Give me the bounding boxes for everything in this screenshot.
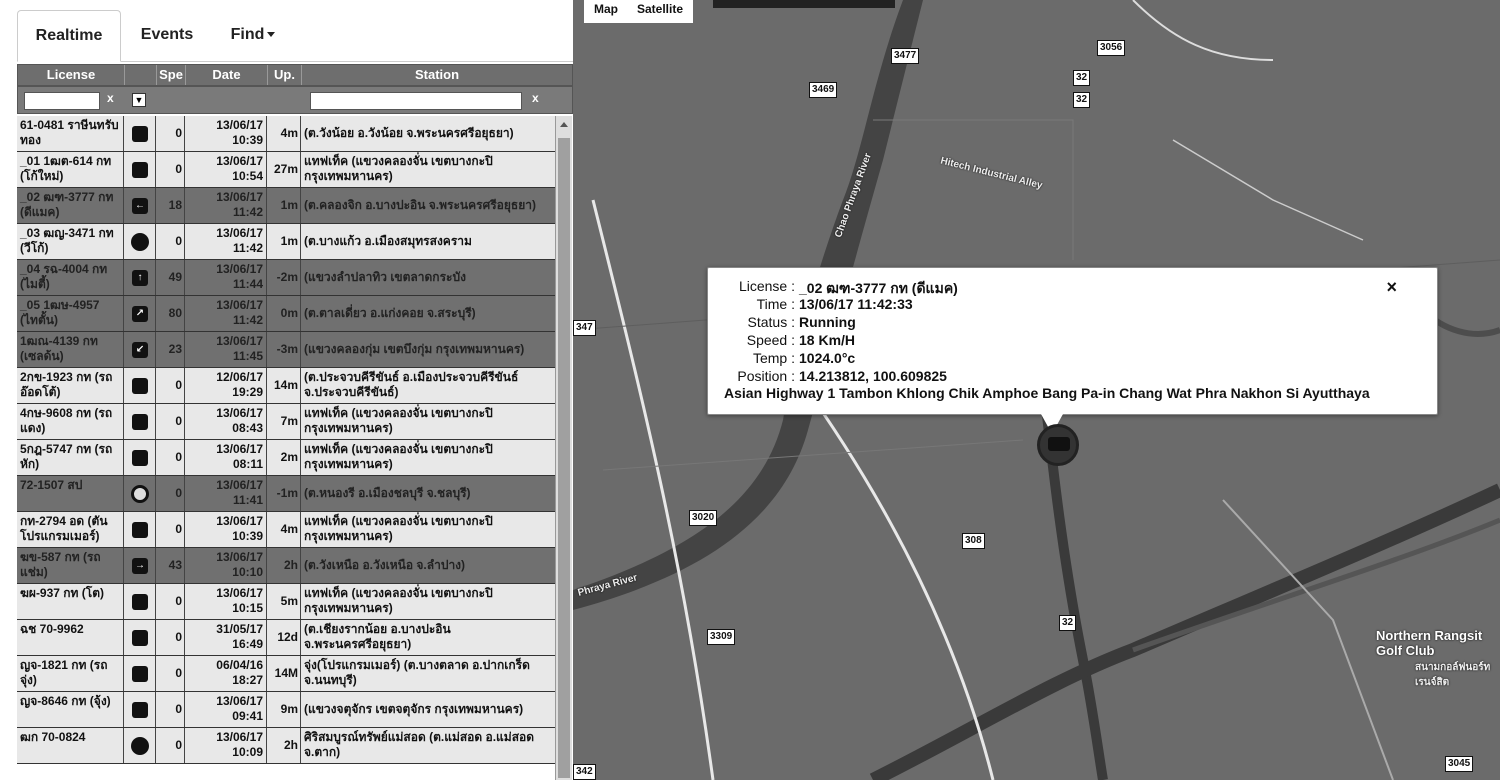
route-shield: 3477 bbox=[891, 48, 919, 64]
cell-updated: 1m bbox=[267, 224, 301, 259]
cell-updated: 2h bbox=[267, 548, 301, 583]
table-row[interactable] bbox=[17, 224, 555, 260]
cell-license: 2กข-1923 กท (รถอ๊อดโต้) bbox=[17, 368, 124, 403]
cell-date-day: 31/05/17 bbox=[216, 622, 263, 636]
map-label-hitech: Hitech Industrial Alley bbox=[939, 155, 1044, 192]
cell-date-day: 13/06/17 bbox=[216, 730, 263, 744]
map-view[interactable] bbox=[573, 0, 1500, 780]
caret-down-icon bbox=[267, 32, 275, 37]
popup-license-value: _02 ฒฑ-3777 กท (ดีแมค) bbox=[799, 280, 958, 296]
popup-speed-label: Speed : bbox=[746, 332, 795, 348]
cell-status-icon bbox=[124, 692, 156, 727]
stop-icon bbox=[132, 522, 148, 538]
route-shield: 32 bbox=[1073, 92, 1090, 108]
popup-time-label: Time : bbox=[756, 296, 795, 312]
route-shield: 308 bbox=[962, 533, 985, 549]
tab-find[interactable] bbox=[227, 10, 279, 62]
cell-date-time: 11:41 bbox=[232, 493, 263, 507]
cell-speed: 80 bbox=[156, 296, 185, 331]
cell-date bbox=[185, 440, 267, 475]
route-shield: 3309 bbox=[707, 629, 735, 645]
cell-date-time: 10:39 bbox=[232, 529, 263, 543]
cell-license: กท-2794 อด (ตัน โปรแกรมเมอร์) bbox=[17, 512, 124, 547]
cell-license: _03 ฒญ-3471 กท (วีโก้) bbox=[17, 224, 124, 259]
cell-date-time: 09:41 bbox=[232, 709, 263, 723]
map-type-satellite-button[interactable]: Satellite bbox=[627, 0, 693, 23]
route-shield: 32 bbox=[1059, 615, 1076, 631]
table-row[interactable] bbox=[17, 404, 555, 440]
cell-date-day: 12/06/17 bbox=[216, 370, 263, 384]
cell-date-time: 10:09 bbox=[232, 745, 263, 759]
cell-station: แทฟเท็ค (แขวงคลองจั่น เขตบางกะปิ กรุงเทพมหานคร) bbox=[304, 406, 493, 435]
table-row[interactable] bbox=[17, 368, 555, 404]
circle-icon bbox=[131, 233, 149, 251]
cell-status-icon bbox=[124, 728, 156, 763]
cell-date-day: 06/04/16 bbox=[216, 658, 263, 672]
circle-icon bbox=[131, 737, 149, 755]
map-label-golf-club-thai: สนามกอล์ฟนอร์ท เรนจ์สิต bbox=[1415, 662, 1491, 688]
cell-station: แทฟเท็ค (แขวงคลองจั่น เขตบางกะปิ กรุงเทพมหานคร) bbox=[304, 514, 493, 543]
arrow-sw-icon: ↙ bbox=[132, 342, 148, 358]
cell-updated: 0m bbox=[267, 296, 301, 331]
route-shield: 342 bbox=[573, 764, 596, 780]
cell-date-day: 13/06/17 bbox=[216, 514, 263, 528]
grid-header bbox=[17, 64, 573, 86]
cell-station: แทฟเท็ค (แขวงคลองจั่น เขตบางกะปิ กรุงเทพมหานคร) bbox=[304, 442, 493, 471]
cell-date-time: 10:15 bbox=[232, 601, 263, 615]
popup-position-value: 14.213812, 100.609825 bbox=[799, 368, 947, 384]
station-filter-clear[interactable]: x bbox=[532, 91, 539, 105]
cell-date-day: 13/06/17 bbox=[216, 154, 263, 168]
route-shield: 3045 bbox=[1445, 756, 1473, 772]
cell-speed: 18 bbox=[156, 188, 185, 223]
cell-updated: 2h bbox=[267, 728, 301, 763]
stop-icon bbox=[132, 666, 148, 682]
route-shield: 347 bbox=[573, 320, 596, 336]
cell-date bbox=[185, 332, 267, 367]
cell-date-time: 16:49 bbox=[232, 637, 263, 651]
cell-updated: 12d bbox=[267, 620, 301, 655]
route-shield: 3056 bbox=[1097, 40, 1125, 56]
cell-updated: -2m bbox=[267, 260, 301, 295]
arrow-up-icon: ↑ bbox=[132, 270, 148, 286]
cell-speed: 0 bbox=[156, 152, 185, 187]
cell-date-day: 13/06/17 bbox=[216, 478, 263, 492]
stop-icon bbox=[132, 126, 148, 142]
cell-status-icon bbox=[124, 548, 156, 583]
popup-time-value: 13/06/17 11:42:33 bbox=[799, 296, 913, 312]
column-date[interactable]: Date bbox=[186, 65, 268, 85]
cell-updated: 27m bbox=[267, 152, 301, 187]
cell-speed: 0 bbox=[156, 368, 185, 403]
cell-date-time: 08:11 bbox=[232, 457, 263, 471]
cell-date-day: 13/06/17 bbox=[216, 550, 263, 564]
cell-status-icon bbox=[124, 188, 156, 223]
cell-date-day: 13/06/17 bbox=[216, 694, 263, 708]
cell-updated: 14m bbox=[267, 368, 301, 403]
table-row[interactable] bbox=[17, 692, 555, 728]
column-speed[interactable]: Spe bbox=[157, 65, 186, 85]
popup-license-label: License : bbox=[738, 278, 795, 294]
table-row[interactable] bbox=[17, 296, 555, 332]
license-filter-clear[interactable]: x bbox=[107, 91, 114, 105]
cell-license: 61-0481 ราษีนทรับทอง bbox=[17, 116, 124, 151]
route-shield: 3020 bbox=[689, 510, 717, 526]
table-row[interactable] bbox=[17, 476, 555, 512]
table-row[interactable] bbox=[17, 188, 555, 224]
grid-scrollbar[interactable] bbox=[555, 116, 572, 780]
cell-date-time: 11:42 bbox=[232, 313, 263, 327]
cell-date-day: 13/06/17 bbox=[216, 118, 263, 132]
vehicle-marker[interactable] bbox=[1037, 424, 1079, 466]
scroll-thumb[interactable] bbox=[558, 138, 570, 778]
cell-license: ญจ-8646 กท (จุ้ง) bbox=[17, 692, 124, 727]
cell-date bbox=[185, 728, 267, 763]
cell-updated: 1m bbox=[267, 188, 301, 223]
cell-speed: 0 bbox=[156, 656, 185, 691]
cell-station: จุ่ง(โปรแกรมเมอร์) (ต.บางตลาด อ.ปากเกร็ด จ.นนทบุรี) bbox=[304, 658, 530, 687]
cell-speed: 23 bbox=[156, 332, 185, 367]
cell-license: ฒก 70-0824 bbox=[17, 728, 124, 763]
cell-updated: 5m bbox=[267, 584, 301, 619]
cell-station: (แขวงคลองกุ่ม เขตบึงกุ่ม กรุงเทพมหานคร) bbox=[304, 342, 525, 356]
popup-status-value: Running bbox=[799, 314, 856, 330]
cell-license: _05 1ฒษ-4957 (ไทตั้น) bbox=[17, 296, 124, 331]
cell-date bbox=[185, 116, 267, 151]
cell-updated: 2m bbox=[267, 440, 301, 475]
cell-status-icon bbox=[124, 224, 156, 259]
table-row[interactable] bbox=[17, 116, 555, 152]
map-label-river-south: Phraya River bbox=[576, 572, 639, 599]
cell-license: 1ฒณ-4139 กท (เซลด้น) bbox=[17, 332, 124, 367]
cell-status-icon bbox=[124, 584, 156, 619]
cell-date-time: 19:29 bbox=[232, 385, 263, 399]
column-icon bbox=[125, 65, 157, 85]
cell-speed: 0 bbox=[156, 692, 185, 727]
cell-date-time: 11:42 bbox=[232, 205, 263, 219]
table-row[interactable] bbox=[17, 440, 555, 476]
vehicle-panel bbox=[0, 0, 573, 780]
cell-speed: 49 bbox=[156, 260, 185, 295]
cell-date-day: 13/06/17 bbox=[216, 442, 263, 456]
cell-station: แทฟเท็ค (แขวงคลองจั่น เขตบางกะปิ กรุงเทพมหานคร) bbox=[304, 154, 493, 183]
cell-speed: 0 bbox=[156, 404, 185, 439]
table-row[interactable] bbox=[17, 332, 555, 368]
cell-station: แทฟเท็ค (แขวงคลองจั่น เขตบางกะปิ กรุงเทพมหานคร) bbox=[304, 586, 493, 615]
column-station[interactable]: Station bbox=[414, 67, 460, 82]
table-row[interactable] bbox=[17, 548, 555, 584]
cell-license: _04 รฉ-4004 กท (ไมตี้) bbox=[17, 260, 124, 295]
cell-updated: 9m bbox=[267, 692, 301, 727]
cell-date-time: 11:44 bbox=[232, 277, 263, 291]
filter-row bbox=[17, 86, 573, 114]
cell-date bbox=[185, 224, 267, 259]
cell-speed: 0 bbox=[156, 512, 185, 547]
cell-date-time: 10:54 bbox=[232, 169, 263, 183]
stop-icon bbox=[132, 414, 148, 430]
cell-date-time: 18:27 bbox=[232, 673, 263, 687]
gear-icon bbox=[131, 485, 149, 503]
cell-speed: 0 bbox=[156, 584, 185, 619]
tab-realtime[interactable]: Realtime bbox=[17, 10, 121, 62]
cell-station: (ต.ตาลเดี่ยว อ.แก่งคอย จ.สระบุรี) bbox=[304, 306, 476, 320]
popup-temp-label: Temp : bbox=[752, 350, 795, 366]
cell-date-day: 13/06/17 bbox=[216, 298, 263, 312]
cell-date bbox=[185, 692, 267, 727]
cell-date bbox=[185, 620, 267, 655]
station-filter-input[interactable] bbox=[310, 92, 522, 110]
table-row[interactable] bbox=[17, 584, 555, 620]
cell-status-icon bbox=[124, 152, 156, 187]
cell-status-icon bbox=[124, 296, 156, 331]
cell-station: (ต.วังน้อย อ.วังน้อย จ.พระนครศรีอยุธยา) bbox=[304, 126, 514, 140]
cell-status-icon bbox=[124, 368, 156, 403]
map-label-river-north: Chao Phraya River bbox=[833, 151, 874, 240]
arrow-left-icon: ← bbox=[132, 198, 148, 214]
cell-status-icon bbox=[124, 620, 156, 655]
vehicle-info-popup bbox=[707, 267, 1438, 415]
cell-license: _01 1ฒต-614 กท (โก้ใหม่) bbox=[17, 152, 124, 187]
cell-date-time: 10:39 bbox=[232, 133, 263, 147]
stop-icon bbox=[132, 378, 148, 394]
cell-license: 5กฎ-5747 กท (รถหัก) bbox=[17, 440, 124, 475]
cell-status-icon bbox=[124, 404, 156, 439]
cell-date bbox=[185, 476, 267, 511]
close-icon[interactable]: × bbox=[1386, 277, 1397, 297]
stop-icon bbox=[132, 162, 148, 178]
route-shield: 32 bbox=[1073, 70, 1090, 86]
tab-events[interactable]: Events bbox=[140, 26, 194, 43]
cell-date bbox=[185, 548, 267, 583]
cell-date bbox=[185, 404, 267, 439]
popup-address: Asian Highway 1 Tambon Khlong Chik Amphoe Bang Pa-in Chang Wat Phra Nakhon Si Ayutthaya bbox=[724, 385, 1370, 401]
cell-speed: 0 bbox=[156, 620, 185, 655]
scroll-up-icon[interactable] bbox=[560, 122, 568, 127]
map-toolbar[interactable] bbox=[713, 0, 895, 8]
cell-station: (ต.หนองรี อ.เมืองชลบุรี จ.ชลบุรี) bbox=[304, 486, 471, 500]
car-icon bbox=[1048, 437, 1070, 451]
table-row[interactable] bbox=[17, 260, 555, 296]
stop-icon bbox=[132, 630, 148, 646]
cell-date-time: 11:45 bbox=[232, 349, 263, 363]
arrow-ne-icon: ↗ bbox=[132, 306, 148, 322]
cell-station: (ต.คลองจิก อ.บางปะอิน จ.พระนครศรีอยุธยา) bbox=[304, 198, 536, 212]
cell-speed: 0 bbox=[156, 440, 185, 475]
cell-speed: 0 bbox=[156, 476, 185, 511]
cell-status-icon bbox=[124, 656, 156, 691]
cell-license: ฆผ-937 กท (โต) bbox=[17, 584, 124, 619]
stop-icon bbox=[132, 594, 148, 610]
cell-updated: 14M bbox=[267, 656, 301, 691]
map-label-golf-club: Northern Rangsit Golf Club bbox=[1376, 628, 1483, 658]
cell-date-time: 10:10 bbox=[232, 565, 263, 579]
cell-date bbox=[185, 296, 267, 331]
cell-date-day: 13/06/17 bbox=[216, 226, 263, 240]
stop-icon bbox=[132, 450, 148, 466]
cell-date-day: 13/06/17 bbox=[216, 334, 263, 348]
icon-filter-select[interactable]: ▼ bbox=[132, 93, 146, 107]
cell-date bbox=[185, 656, 267, 691]
cell-date bbox=[185, 512, 267, 547]
popup-temp-value: 1024.0°c bbox=[799, 350, 856, 366]
cell-station: ศิริสมบูรณ์ทรัพย์แม่สอด (ต.แม่สอด อ.แม่สอด จ.ตาก) bbox=[304, 730, 535, 759]
cell-station: (ต.บางแก้ว อ.เมืองสมุทรสงคราม bbox=[304, 234, 472, 248]
cell-speed: 0 bbox=[156, 728, 185, 763]
cell-license: 4กษ-9608 กท (รถแดง) bbox=[17, 404, 124, 439]
popup-speed-value: 18 Km/H bbox=[799, 332, 856, 348]
column-license[interactable]: License bbox=[18, 65, 125, 85]
cell-date-day: 13/06/17 bbox=[216, 586, 263, 600]
cell-date bbox=[185, 188, 267, 223]
cell-updated: 4m bbox=[267, 116, 301, 151]
cell-license: ญจ-1821 กท (รถจุ่ง) bbox=[17, 656, 124, 691]
cell-license: 72-1507 สป bbox=[17, 476, 124, 511]
cell-date-day: 13/06/17 bbox=[216, 406, 263, 420]
cell-status-icon bbox=[124, 476, 156, 511]
cell-date bbox=[185, 584, 267, 619]
cell-status-icon bbox=[124, 116, 156, 151]
map-type-map-button[interactable]: Map bbox=[584, 0, 629, 23]
table-row[interactable] bbox=[17, 656, 555, 692]
table-row[interactable] bbox=[17, 512, 555, 548]
cell-status-icon bbox=[124, 440, 156, 475]
cell-station: (แขวงลำปลาทิว เขตลาดกระบัง bbox=[304, 270, 466, 284]
cell-station: (ต.เชียงรากน้อย อ.บางปะอิน จ.พระนครศรีอยุธยา) bbox=[304, 622, 451, 651]
route-shield: 3469 bbox=[809, 82, 837, 98]
cell-date bbox=[185, 152, 267, 187]
cell-updated: -1m bbox=[267, 476, 301, 511]
cell-license: ฉช 70-9962 bbox=[17, 620, 124, 655]
license-filter-input[interactable] bbox=[24, 92, 100, 110]
cell-station: (แขวงจตุจักร เขตจตุจักร กรุงเทพมหานคร) bbox=[304, 702, 524, 716]
cell-date-day: 13/06/17 bbox=[216, 190, 263, 204]
cell-status-icon bbox=[124, 512, 156, 547]
table-row[interactable] bbox=[17, 152, 555, 188]
cell-updated: 4m bbox=[267, 512, 301, 547]
cell-status-icon bbox=[124, 332, 156, 367]
cell-station: (ต.วังเหนือ อ.วังเหนือ จ.ลำปาง) bbox=[304, 558, 466, 572]
table-row[interactable] bbox=[17, 728, 555, 764]
popup-status-label: Status : bbox=[747, 314, 795, 330]
stop-icon bbox=[132, 702, 148, 718]
cell-license: _02 ฒฑ-3777 กท (ดีแมค) bbox=[17, 188, 124, 223]
tab-bar bbox=[17, 10, 573, 62]
cell-date-day: 13/06/17 bbox=[216, 262, 263, 276]
cell-license: ฆข-587 กท (รถแช่ม) bbox=[17, 548, 124, 583]
tab-find-label: Find bbox=[230, 26, 265, 43]
column-up[interactable]: Up. bbox=[268, 65, 302, 85]
cell-date bbox=[185, 260, 267, 295]
cell-date-time: 11:42 bbox=[232, 241, 263, 255]
cell-date-time: 08:43 bbox=[232, 421, 263, 435]
cell-speed: 0 bbox=[156, 224, 185, 259]
cell-status-icon bbox=[124, 260, 156, 295]
table-row[interactable] bbox=[17, 620, 555, 656]
cell-speed: 43 bbox=[156, 548, 185, 583]
arrow-right-icon: → bbox=[132, 558, 148, 574]
cell-updated: -3m bbox=[267, 332, 301, 367]
popup-position-label: Position : bbox=[737, 368, 795, 384]
cell-station: (ต.ประจวบคีรีขันธ์ อ.เมืองประจวบคีรีขันธ์ จ.ประจวบคีรีขันธ์) bbox=[304, 370, 519, 399]
cell-updated: 7m bbox=[267, 404, 301, 439]
cell-date bbox=[185, 368, 267, 403]
cell-speed: 0 bbox=[156, 116, 185, 151]
